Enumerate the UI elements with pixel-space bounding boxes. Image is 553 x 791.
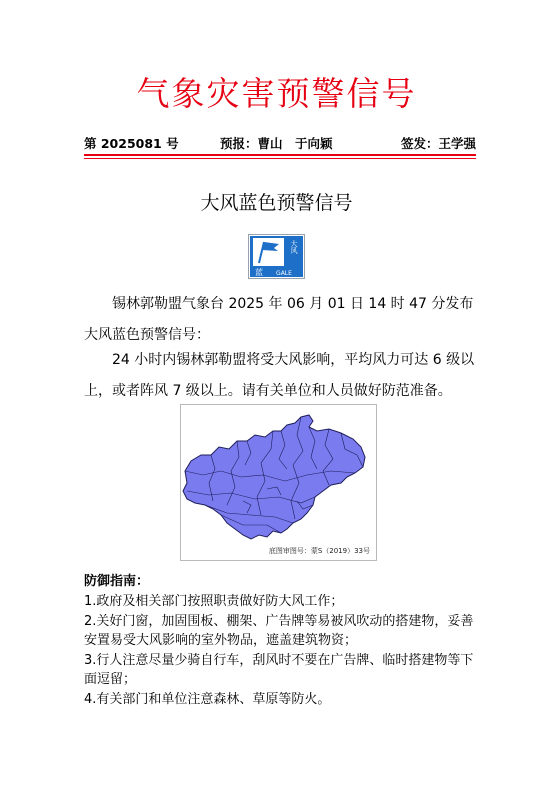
forecast-paragraph: 24 小时内锡林郭勒盟将受大风影响，平均风力可达 6 级以上，或者阵风 7 级以上。请有关单位和人员做好防范准备。 <box>84 352 475 399</box>
page-title: 气象灾害预警信号 <box>136 74 417 113</box>
guidance-item: 1.政府及相关部门按照职责做好防大风工作； <box>84 594 344 609</box>
badge-color-char: 蓝 <box>255 268 263 277</box>
region-map-shape <box>181 405 376 560</box>
release-paragraph: 锡林郭勒盟气象台 2025 年 06 月 01 日 14 时 47 分发布大风蓝色预警信号： <box>84 296 474 343</box>
issue-number: 第 2025081 号 <box>84 136 179 151</box>
guidance-item: 4.有关部门和单位注意森林、草原等防火。 <box>84 691 331 707</box>
guidance-item: 3.行人注意尽量少骑自行车，刮风时不要在广告牌、临时搭建物等下面逗留； <box>84 652 474 687</box>
signer: 签发：王学强 <box>400 136 476 151</box>
map-region-outline <box>183 415 365 539</box>
header-rule-thin <box>84 158 476 159</box>
guidance-item: 2.关好门窗，加固围板、棚架、广告牌等易被风吹动的搭建物，妥善安置易受大风影响的室外物品，遮盖建筑物资； <box>84 613 474 648</box>
warning-area-map <box>180 404 377 561</box>
signal-title: 大风蓝色预警信号 <box>200 192 353 214</box>
wind-flag-icon <box>253 238 284 266</box>
gale-blue-warning-badge <box>248 234 305 279</box>
guidance-heading: 防御指南： <box>84 574 150 589</box>
document-meta-row <box>84 134 476 154</box>
map-caption: 底图审图号：蒙S（2019）33号 <box>268 547 370 555</box>
badge-gale-label: GALE <box>276 270 292 277</box>
badge-top-text: 大风 <box>290 240 298 254</box>
guidance-list <box>84 592 476 709</box>
header-rule-thick <box>84 154 476 156</box>
forecasters: 预报：曹山 于向颖 <box>220 136 333 151</box>
